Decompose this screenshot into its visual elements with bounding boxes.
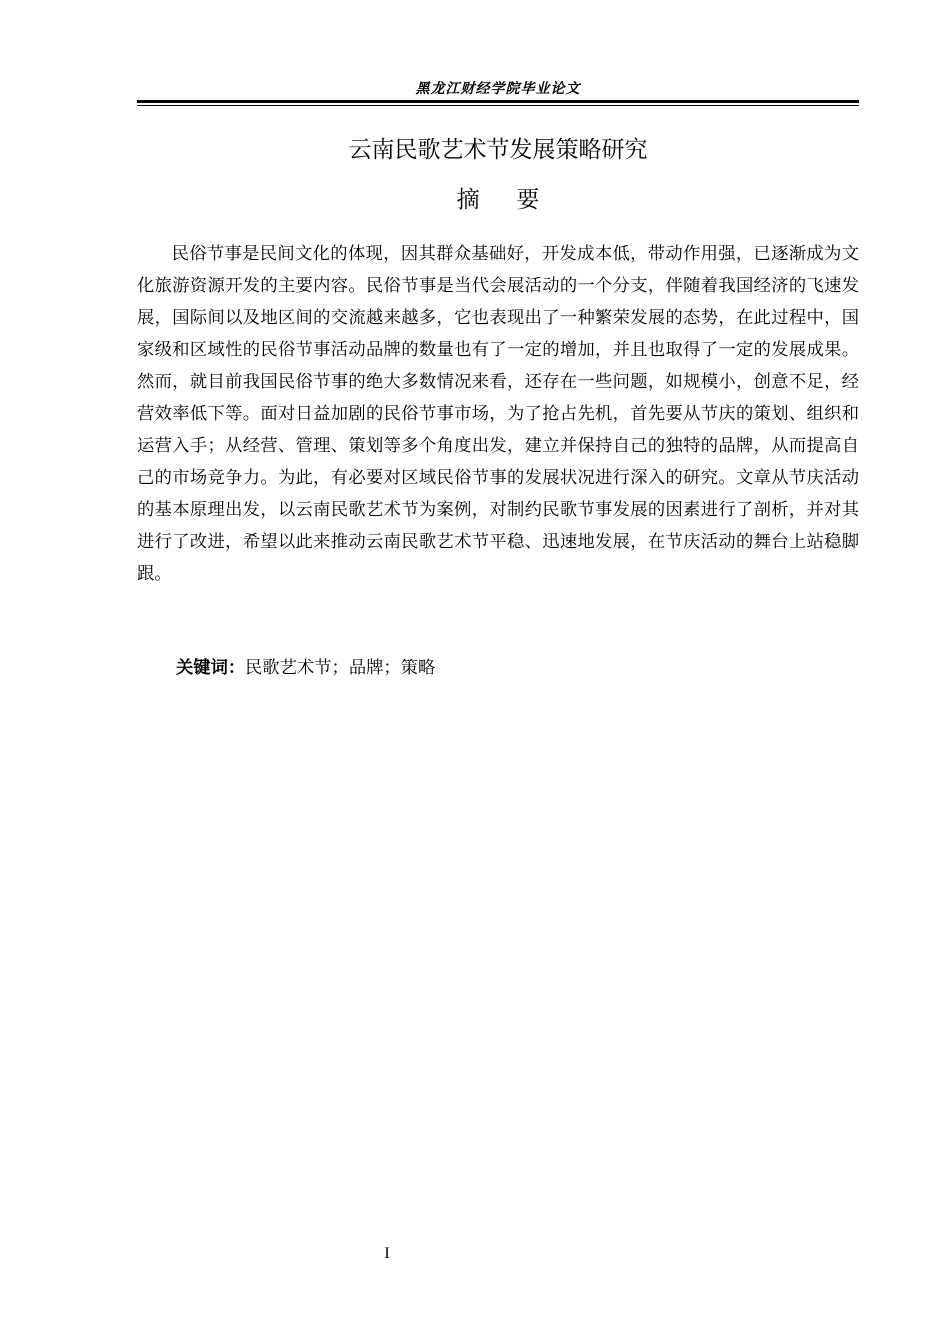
header-rule-thick [137,100,859,103]
page-number: I [384,1245,390,1262]
abstract-body: 民俗节事是民间文化的体现，因其群众基础好，开发成本低，带动作用强，已逐渐成为文化旅游资源开发的主要内容。民俗节事是当代会展活动的一个分支，伴随着我国经济的飞速发展，国际间以及地区间的交流越来越多，它也表现出了一种繁荣发展的态势，在此过程中，国家级和区域性的民俗节事活动品牌的数量也有了一定的增加，并且也取得了一定的发展成果。然而，就目前我国民俗节事的绝大多数情况来看，还存在一些问题，如规模小，创意不足，经营效率低下等。面对日益加剧的民俗节事市场，为了抢占先机，首先要从节庆的策划、组织和运营入手；从经营、管理、策划等多个角度出发，建立并保持自己的独特的品牌，从而提高自己的市场竞争力。为此，有必要对区域民俗节事的发展状况进行深入的研究。文章从节庆活动的基本原理出发，以云南民歌艺术节为案例，对制约民歌节事发展的因素进行了剖析，并对其进行了改进，希望以此来推动云南民歌艺术节平稳、迅速地发展，在节庆活动的舞台上站稳脚跟。 [137,244,859,584]
running-header: 黑龙江财经学院毕业论文 [415,81,581,97]
header-rule-thin [137,105,859,106]
keywords-value: 民歌艺术节；品牌；策略 [245,658,436,678]
keywords-line [176,654,435,682]
abstract-heading: 摘要 [456,187,577,213]
keywords-label: 关键词： [176,658,246,678]
paper-title: 云南民歌艺术节发展策略研究 [348,137,648,163]
